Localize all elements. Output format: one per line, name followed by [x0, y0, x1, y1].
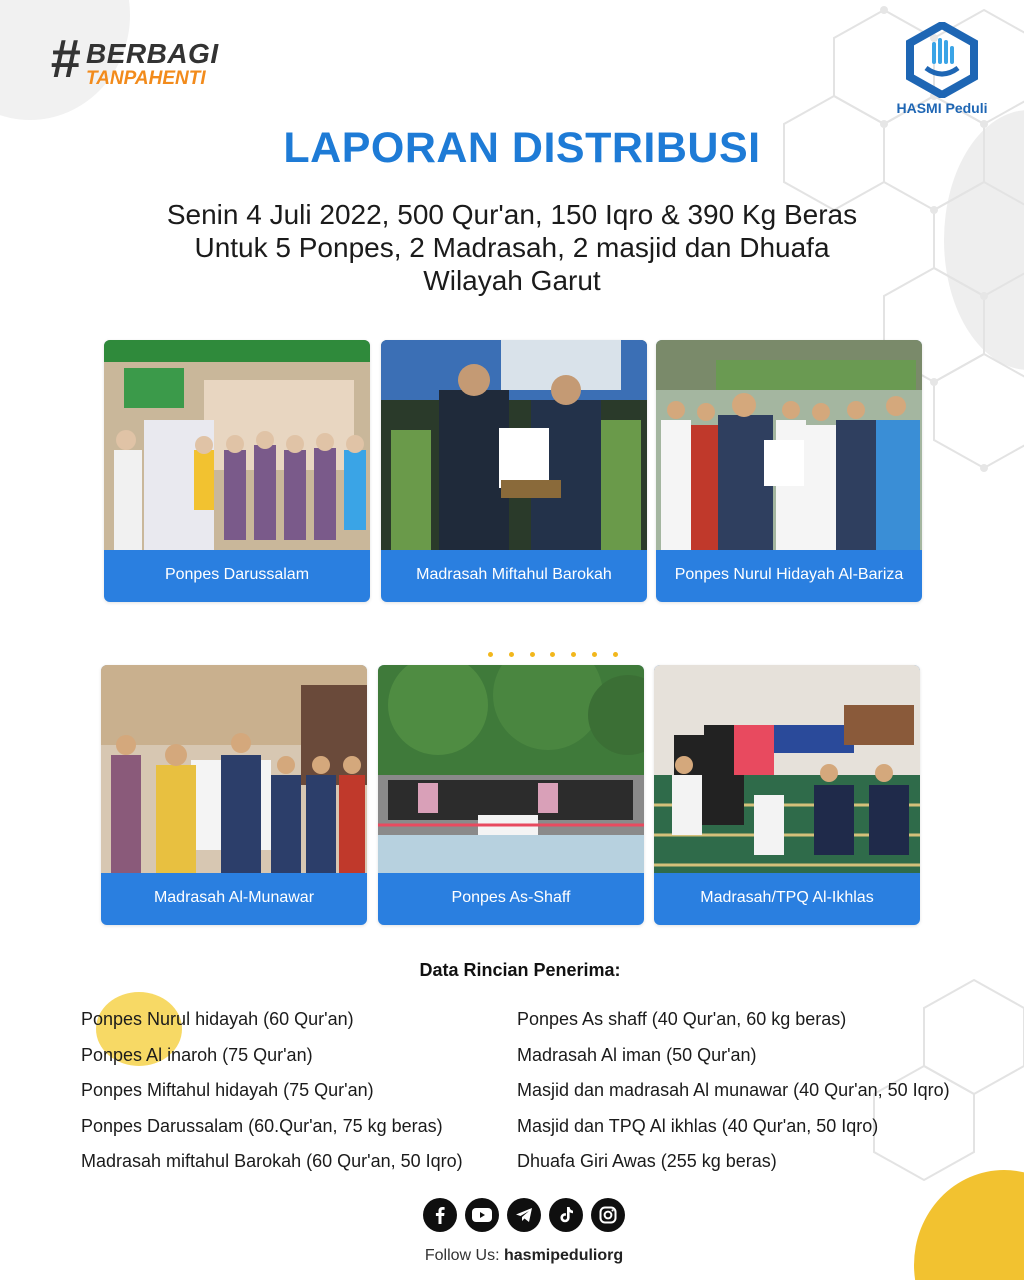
list-item: Madrasah miftahul Barokah (60 Qur'an, 50 Iqro): [81, 1151, 463, 1172]
photo-card: [381, 340, 647, 602]
photo-madrasah-tpq-al-ikhlas: [654, 665, 920, 873]
facebook-icon[interactable]: [423, 1198, 457, 1232]
list-item: Ponpes Darussalam (60.Qur'an, 75 kg beras): [81, 1115, 443, 1136]
card-caption: Madrasah Al-Munawar: [153, 889, 315, 906]
photo-madrasah-miftahul-barokah: [381, 340, 647, 550]
logo-text: HASMI Peduli: [896, 100, 988, 116]
photo-card: [104, 340, 370, 602]
hasmi-peduli-logo: [892, 22, 992, 116]
separator-dots: [488, 652, 618, 660]
list-item: Ponpes Miftahul hidayah (75 Qur'an): [81, 1080, 374, 1101]
list-item: Ponpes Nurul hidayah (60 Qur'an): [81, 1009, 354, 1029]
list-item: Dhuafa Giri Awas (255 kg beras): [517, 1151, 777, 1172]
follow-us: [0, 1247, 1024, 1265]
photo-card: [654, 665, 920, 925]
recipients-title: Data Rincian Penerima:: [419, 960, 621, 980]
list-item: Ponpes As shaff (40 Qur'an, 60 kg beras): [517, 1009, 847, 1029]
logo-hexagon-icon: [904, 22, 980, 98]
subtitle-line1: Senin 4 Juli 2022, 500 Qur'an, 150 Iqro & 390 Kg Beras: [166, 199, 858, 230]
subtitle: [112, 198, 912, 297]
photo-ponpes-darussalam: [104, 340, 370, 550]
instagram-icon[interactable]: [591, 1198, 625, 1232]
card-caption: Madrasah/TPQ Al-Ikhlas: [700, 889, 874, 906]
social-icons: [423, 1198, 625, 1232]
follow-handle[interactable]: hasmipeduliorg: [504, 1247, 624, 1264]
card-caption: Ponpes Darussalam: [164, 566, 310, 583]
list-item: Madrasah Al iman (50 Qur'an): [517, 1044, 757, 1065]
recipients-list-left: [81, 1005, 463, 1183]
photo-card: [378, 665, 644, 925]
recipients-list-right: [517, 1005, 950, 1183]
tagline-line2: TANPAHENTI: [86, 68, 206, 89]
tiktok-icon[interactable]: [549, 1198, 583, 1232]
list-item: Masjid dan madrasah Al munawar (40 Qur'an, 50 Iqro): [517, 1080, 950, 1101]
list-item: Ponpes Al inaroh (75 Qur'an): [81, 1044, 313, 1065]
hashtag-symbol: #: [50, 29, 81, 89]
telegram-icon[interactable]: [507, 1198, 541, 1232]
list-item: Masjid dan TPQ Al ikhlas (40 Qur'an, 50 Iqro): [517, 1115, 879, 1136]
photo-ponpes-as-shaff: [378, 665, 644, 873]
card-caption: Ponpes As-Shaff: [451, 889, 571, 906]
photo-ponpes-nurul-hidayah: [656, 340, 922, 550]
card-caption: Madrasah Miftahul Barokah: [416, 566, 612, 583]
follow-label: Follow Us:: [424, 1247, 500, 1264]
youtube-icon[interactable]: [465, 1198, 499, 1232]
photo-madrasah-al-munawar: [101, 665, 367, 873]
photo-card: [101, 665, 367, 925]
page-title: LAPORAN DISTRIBUSI: [283, 124, 761, 172]
card-caption: Ponpes Nurul Hidayah Al-Bariza: [674, 566, 904, 583]
subtitle-line2: Untuk 5 Ponpes, 2 Madrasah, 2 masjid dan Dhuafa: [194, 232, 830, 263]
tagline-line1: BERBAGI: [86, 38, 219, 69]
photo-card: [656, 340, 922, 602]
subtitle-line3: Wilayah Garut: [423, 265, 601, 296]
